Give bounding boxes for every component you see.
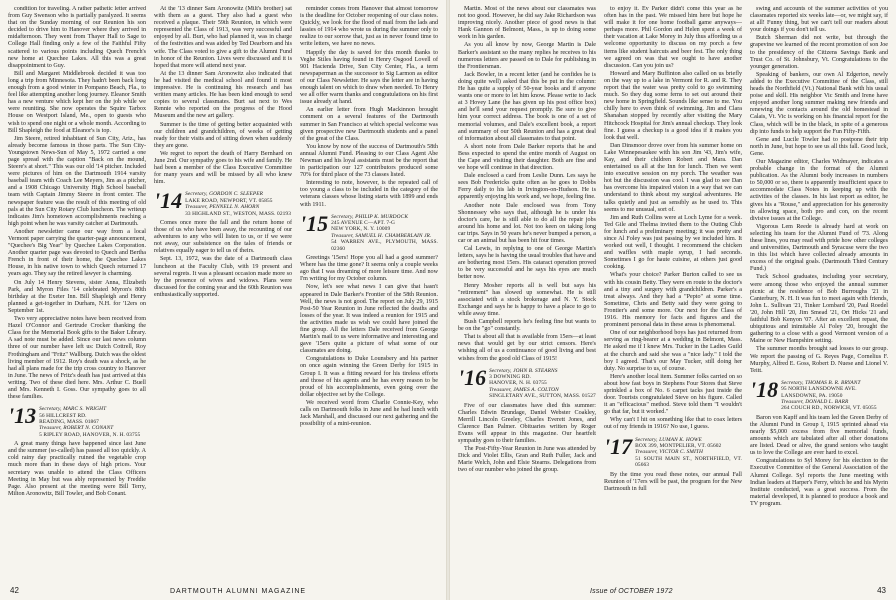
class-officers bbox=[331, 214, 438, 252]
paragraph: Howard and Mary Buffinton also called on us briefly on the way up to a lake in Vermont for R. and R. They report that the water was pretty cold to go swimming much. So they dug some ferns to set out around their new home in Springfield. Sounds like sense to me. You chilly here to even think of swimming. Jim and Clara Shanahan stopped by recently after visiting the Mary Hitchcock Hospital for Jim's annual checkup. They look fine. I guess a checkup is a good idea if it makes you look that well. bbox=[604, 70, 742, 141]
treasurer-address: SINGLETARY AVE., SUTTON, MASS. 01527 bbox=[489, 393, 596, 400]
paragraph: At the 13 dinner Sam Aronowitz also indicated that he had visited the medical school and found it most impressive. He is continuing his research and has written many articles. He has been kind enough to send copies to several classmates. Burt sat next to Wes Rennie who reported on the progress of the Hood Museum and the new art gallery. bbox=[154, 70, 292, 120]
secretary-address: BOX 399, MONTPELIER, VT. 05602 bbox=[635, 442, 722, 449]
paragraph: Jim and Ruth Collins were at Loch Lyme for a week. Ted Gile and Thelma invited them to the Outing Club for lunch and a preliminary meeting; it was pretty and since Al Foley was just passing by we included him. It worked out well, I thought. I recommend the chicken and waffles with maple syrup, I had seconds. Sometimes I go for haute cuisine, at others just good cooking. bbox=[604, 214, 742, 271]
paragraph: Congratulations to Syl Morey for his election to the Executive Committee of the General Association of the Alumni College. Syl reports the June meeting with Indian leaders at Harper's Ferry, which he and his Myrin Institute conducted, was a great success. From the material developed, it is planned to produce a book and TV program. bbox=[750, 458, 888, 507]
paragraph: Interesting to note, however, is the repeated call of too young a class to be included in the category of the veterans classes whose listing starts with 1899 and ends with 1911. bbox=[300, 180, 438, 208]
paragraph: One of our neighborhood boys has just returned from serving as ring-bearer at a wedding in Belmont, Mass. He asked me if I knew Mrs. Tucker in the Ladies Guild at the church and said she was a "nice lady." I told the boy I agreed. That's our May Tucker, still doing her duty. No surprise to us, of course. bbox=[604, 330, 742, 372]
treasurer-address: 51 SOUTH MAIN ST., NORTHFIELD, VT. 05663 bbox=[635, 455, 742, 469]
left-column-1 bbox=[8, 6, 146, 578]
treasurer-address: 33 HIGHLAND ST., WESTON, MASS. 02193 bbox=[185, 210, 292, 217]
class-header-1918 bbox=[750, 376, 888, 412]
paragraph: Jack Bowler, in a recent letter (and he confides he is doing quite well) asked that this be put in the column: He has quite a supply of 50-year books and if anyone wants one or more to let him know. Please write to Jack at 3 Hovey Lane (he has given up his post office box) and he'll send your request promptly. Be sure to give him your correct address. The book is one of a set of memorial volumes, and Dale's excellent book, a report and summary of our 50th Reunion and has a great deal of information about all classmates to that point. bbox=[458, 71, 596, 142]
paragraph: The Post-Fifty-Year Reunion in June was attended by Dick and Violet Ellis, Gran and Ruth Fuller, Jack and Marie Welch, John and Elsie Stearns. Delegations from two of our number who joined the group. bbox=[458, 446, 596, 474]
class-year-number: '14 bbox=[154, 188, 183, 214]
paragraph: By the time you read these notes, our annual Fall Reunion of '17ers will be past, the program for the New Dartmouth in full bbox=[604, 471, 742, 492]
paragraph: Now, let's see what news I can give that hasn't appeared in Dale Barker's Frontier of the 58th Reunion. Well, the news is not good. The report on July 29, 1915 Post-50 Year Reunion in June reflected the deaths and losses of the year. It was indeed a reunion for 1915 and the activities made us wish we could have joined the fine group. All the letters Dale received from George Martin's mail to us were informative and interesting and gave '15ers quite a picture of what some of our classmates are doing. bbox=[300, 284, 438, 355]
secretary-name: Secretary, PHILIP K. MURDOCK bbox=[331, 213, 409, 220]
class-header-1916 bbox=[458, 364, 596, 400]
class-officers bbox=[39, 406, 140, 438]
paragraph: Bush Campbell reports he's feeling fine but wants to be on the "go" constantly. bbox=[458, 319, 596, 333]
paragraph: Jim Steere, retired inhabitant of Sun City, Ariz., has already become famous in those parts. The Sun City-Youngstown News-Sun of May 5, 1972 carried a one page spread with the caption "Back on the mound, Steere's at short." This was our old '14 pitcher. Included were pictures of him on the Dartmouth 1914 varsity baseball team with Coach Lee Meyers, Jim as a pitcher, and a 1908 Chicago University High School baseball team with Captain Jimmy Steere in front center. The newspaper feature was the result of this meeting of old pals at the Sun City Rotary Club luncheon. The writeup indicates Jim's hometown accomplishments reaching a high point when he was varsity catcher at Dartmouth. bbox=[8, 135, 146, 227]
paragraph: Vigorous Lem Reede is already hard at work on selecting his team for the Alumni Fund of '73. Along these lines, you may read with pride how other colleges and universities, Dartmouth and Syracuse were the two in this list which have collected already amounts in excess of the original goals. (Dartmouth Third Century Fund.) bbox=[750, 223, 888, 273]
class-year-number: '15 bbox=[300, 210, 329, 236]
treasurer-name: Treasurer, ROBERT N. CONANT bbox=[39, 425, 114, 432]
paragraph: Greetings '15ers! Hope you all had a good summer? Where has the time gone? It seems only a couple weeks ago that I was dreaming of more leisure time. And now I'm writing for my October column. bbox=[300, 255, 438, 283]
treasurer-address: 264 COUCH RD., NORWICH, VT. 05055 bbox=[781, 405, 877, 412]
paragraph: reminder comes from Hanover that almost tomorrow is the deadline for October reopening of our class notes. Quickly, we look for the flood of mail from the lads and lassies of 1914 who wrote us during the summer only to realize to our sorrow that, just as in never found time to write letters, we have no news. bbox=[300, 6, 438, 48]
class-header-1915 bbox=[300, 210, 438, 252]
paragraph: Speaking of bankers, our own Al Edgerton, newly added to the Executive Committee of the Class, still heads the Northfield (Vt.) National Bank with his usual poise and skill. His neighbor Vic Smith and Irene have enjoyed another long summer making new friends and renewing the contacts around the old homestead in Calais, Vt. Vic is working on his financial report for the Class, which will be in the black, in spite of a generous dip into funds to help support the Fun Fifty-Fifth. bbox=[750, 71, 888, 135]
secretary-name: Secretary, GORDON C. SLEEPER bbox=[185, 191, 264, 198]
paragraph: On July 14 Henry Stevens, sister Anna, Elizabeth Park, and Myron Files '14 celebrated Myron's 80th birthday at the Exeter Inn. Bill Shapleigh and Henry planned a get-together in Durham, N.H. for '12ers on September 1st. bbox=[8, 279, 146, 314]
right-column-1 bbox=[458, 6, 596, 578]
paragraph: That is about all that is available from 15ers—at least news that would get by our strict censors. Here's wishing all of us a continuance of good living and best wishes from the good old Class of 1915! bbox=[458, 334, 596, 362]
treasurer-name: Treasurer, VICTOR C. SMITH bbox=[635, 449, 703, 456]
paragraph: Cal Lewis, in replying to one of George Martin's letters, says he is having the usual troubles that have and are bothering most 15ers. His cataract operation proved to be very successful and he says his eyes are much better now. bbox=[458, 246, 596, 281]
left-column-3 bbox=[300, 6, 438, 578]
paragraph: The summer months brought sad losses to our group. We report the passing of G. Reyes Page, Cornelius F. Murphy, Alfred E. Goss, Robert D. Nuese and Lionel V. Teitt. bbox=[750, 346, 888, 374]
treasurer-address: 5 RIPLEY ROAD, HANOVER, N. H. 03755 bbox=[39, 431, 141, 438]
treasurer-name: Treasurer, JAMES A. COLTON bbox=[489, 386, 559, 393]
secretary-address: NEW YORK, N. Y. 10009 bbox=[331, 226, 391, 233]
treasurer-name: Treasurer, PENNELL N. AHORN bbox=[185, 204, 260, 211]
secretary-name: Secretary, MARC S. WRIGHT bbox=[39, 406, 107, 413]
page-number: 42 bbox=[10, 586, 19, 595]
paragraph: Tuck School graduates, including your secretary, were among those who enjoyed the annual summer picnic at the residence of Bob Burroughs '21 in Canterbury, N. H. It was fun to meet again with friends, John L. Sullivan '21, Tinker Lombard '20, Paul Roedel '20, John Hill '20, Jim Smead '21, Ort Hicks '21 and faithful Bob Kenyon '07. After an excellent repast, the ubiquitous and inimitable Al Foley '20, brought the gathering to a close with a good Vermont version of a Maine or New Hampshire setting. bbox=[750, 274, 888, 345]
paragraph: Two very appreciative notes have been received from Hazel O'Connor and Gertrude Crocker thanking the Class for the Memorial Book gifts to the Baker Library. A sad note must be added. Since our last news column three of our number have left us: Dutch Cottrell, Roy Frothingham and "Fritz" Wallburg. Dutch was the oldest living member of 1912. Roy's death was a shock, as he had all plans made for the trip cross country to Hanover in June. The news of Fritz's death has just arrived at this writing. Two of these died here. Mrs. Arthur C. Buell and Mrs. Kenneth I. Goss. Our sympathy goes to all these families. bbox=[8, 316, 146, 401]
treasurer-name: Treasurer, SAMUEL H. CHAMBERLAIN JR. bbox=[331, 232, 432, 239]
paragraph: swing and accounts of the summer activities of you classmates reported six weeks late—or, we might say, if at all! Funny thing, but we can't tell our readers about your doings if you don't tell us. bbox=[750, 6, 888, 34]
secretary-address: READING, MASS. 01867 bbox=[39, 418, 99, 425]
paragraph: to enjoy it. Ev Parker didn't come this year as he often has in the past. We missed him here but hope he will make it for one home football game anyways—perhaps more. Phil Gordon and Helen spent a week of their vacation at Lake Morey in July thus affording us a welcome opportunity to discuss on my porch a few items like student haircuts and beer fest. The only thing we agreed on was that we ought to have another discussion. Can you join us? bbox=[604, 6, 742, 69]
paragraph: We received word from Charlie Connie-Key, who calls on Dartmouth folks in June and he had lunch with Jack Marshall, and discussed our next gathering and the possibility of a mini-reunion. bbox=[300, 399, 438, 428]
left-page bbox=[0, 0, 446, 600]
paragraph: Sept. 13, 1972, was the date of a Dartmouth class luncheon at the Faculty Club, with 19 present and several regrets. It was a pleasant occasion made more so by the presence of wives and widows. Plans were discussed for the coming year and the 60th Reunion was enthusiastically supported. bbox=[154, 256, 292, 298]
paragraph: What's your choice? Parker Burton called to see us with his cousin Betty. They were en route to the doctor's and a tiny and surgery with grandchildren. Parker's a treat always. And they had a "Pepto" at some time. Sometime, Chris and Betty said they were going to Frontier's and some more. Our next for the Class of 1916. His memory for facts and figures and the prominent personal data in these areas is phenomenal. bbox=[604, 272, 742, 329]
left-column-2 bbox=[154, 6, 292, 578]
right-column-3 bbox=[750, 6, 888, 578]
paragraph: Another newsletter came our way from a local Vermont paper carrying the quarter-page announcement, "Quechee's Big Year" by Quechee Lakes Corporation. Another quarter page was devoted to Quech and Bertha French in front of their home, the Quechee Lakes House, in his native town to which Quech returned 17 years ago. They say the retired lawyer is charming. bbox=[8, 228, 146, 278]
paragraph: As you all know by now, George Martin is Dale Barker's assistant so the many replies he receives to his numerous letters are passed on to Dale for publishing in the Frontiersman. bbox=[458, 42, 596, 70]
paragraph: Why can't I hit on something like that to coax letters out of my friends in 1916? No use, I guess. bbox=[604, 417, 742, 431]
paragraph: Dan Dinsmoor drove over from his summer home on Lake Winnepesaukee with his son Jim '43, Jim's wife, Kay, and their children Robert and Mara. Dan entertained us all at the Inn for lunch. Then we went into executive session on my porch. The weather was hot but the discussion was cool. I was glad to see Dan has overcome his impaired vision in a way that we can understand to think about my surgical adventures. He talks quietly and just as sensibly as he used to. This seems to me unusual, sort of. bbox=[604, 142, 742, 213]
class-header-1914 bbox=[154, 188, 292, 217]
paragraph: Martin. Most of the news about our classmates was not too good. However, he did say Jake Richardson was improving nicely. Another piece of good news is that Hank Gannon of Belmont, Mass., is up to doing some work in his garden. bbox=[458, 6, 596, 41]
page-number: 43 bbox=[877, 586, 886, 595]
class-officers bbox=[635, 437, 742, 469]
treasurer-address: 54 WARREN AVE., PLYMOUTH, MASS. 02360 bbox=[331, 239, 438, 252]
class-year-number: '18 bbox=[750, 376, 779, 402]
paragraph: Baron von Kapff and his team led the Green Derby of the Alumni Fund in Group I, 1915 sprinted ahead via nearly $5,000 excess from five memorial funds, amounts which are tabulated after all other donations are listed. Dead or alive, the grand seniors who taught us to love the College are ever hard to excel. bbox=[750, 414, 888, 457]
secretary-address: HANOVER, N. H. 03755 bbox=[489, 380, 547, 387]
secretary-address: LAKE ROAD, NEWPORT, VT. 05855 bbox=[185, 197, 273, 204]
paragraph: Bill and Margaret Middlebrook decided it was too long a trip from Minnesota. They hadn't been back long enough from a good winter in Pompano Beach, Fla., to feel like attempting another long journey. Eleanor Smith has a new venture which kept her on the job while we were reuniting. She now operates the Squire Tarbox House on Westport Island, Me., open to guests who wish to spend one night or a whole month. According to Bill Shapleigh the food at Eleanor's is top. bbox=[8, 70, 146, 134]
paragraph: Happily the day is saved for this month thanks to Veghe Stiles having found in Henry Osgood Lovell of 901 Hacienda Drive, Sun City Center, Fla., a term newspaperman as the successor to Sig Larmon as editor of our Class Newsletter. He says the letter are in having enough talent on which to draw when needed. To Henry we all offer warm thanks and congratulations on his first issue already at hand. bbox=[300, 49, 438, 106]
paragraph: Comes once more the fall and the return home of those of us who have been away, the recounting of our adventures to any who will listen to us, or if we were not away, our subsistence on the tales of friends or relatives equally eager to tell us of theirs. bbox=[154, 219, 292, 255]
treasurer-name: Treasurer, DONALD L. BARR bbox=[781, 399, 849, 405]
paragraph: You know by now of the success of Dartmouth's 58th annual Alumni Fund. Pleasing to our Class Agent Abe Newman and his loyal assistants must be the report that in participation our 127 contributors produced some 70% for third place of the 73 classes listed. bbox=[300, 143, 438, 179]
right-page bbox=[450, 0, 896, 600]
secretary-name: Secretary, JOHN B. STEARNS bbox=[489, 367, 558, 374]
class-header-1917 bbox=[604, 433, 742, 469]
paragraph: Summer is the time of getting better acquainted with our children and grandchildren, of weeks of getting ready for their visits and of sitting down when suddenly they are gone. bbox=[154, 121, 292, 149]
secretary-address: 56 HILLCREST RD. bbox=[39, 412, 87, 419]
paragraph: Henry Mosher reports all is well but says his "retirement" has slowed up somewhat. He is still associated with a stock brokerage and N. Y. Stock Exchange and says he is happy to have a place to go to while away time. bbox=[458, 282, 596, 317]
class-officers bbox=[489, 368, 596, 400]
paragraph: We regret to report the death of Harry Bernhard on June 2nd. Our sympathy goes to his wife and family. He had been a member of the Class Executive Committee for many years and will be missed by all who knew him. bbox=[154, 150, 292, 186]
class-year-number: '13 bbox=[8, 403, 37, 429]
paragraph: condition for traveling. A rather pathetic letter arrived from Guy Swenson who is partially paralyzed. It seems that on the Sunday morning of our Reunion his son decided to drive him to Hanover where they arrived in midafternoon. They went from Thayer Hall to Sage to College Hall finding only a few of the Faithful Fifty scattered to various points including Quech French's new home at Quechee Lakes. All this was a great disappointment to Guy. bbox=[8, 6, 146, 69]
right-column-2 bbox=[604, 6, 742, 578]
secretary-address: 3 DOWNING RD. bbox=[489, 374, 531, 380]
paragraph: Five of our classmates have died this summer: Charles Edwin Brundage, Daniel Webster Coakley, Merrill Lincoln Greeley, Charles Everett Jones, and Clarence Ban Palmer. Obituaries written by Roger Evans will appear in this magazine. Our heartfelt sympathy goes to their families. bbox=[458, 402, 596, 445]
class-officers bbox=[781, 380, 877, 412]
paragraph: Butch Sherman did not write, but through the grapevine we learned of the recent promotion of son Joe to the presidency of the Citizens Savings Bank and Trust Co. of St. Johnsbury, Vt. Congratulations to the younger generation. bbox=[750, 35, 888, 70]
paragraph: Here's another local item. Summer folks carried on so about how fast boys in Stephens Four Stores that Steve sprinkled a box of No. 6 carpet tacks just inside the door. Tourists congratulated Steve on his figure. Called it an "efficacious" method. Steve told them "I wouldn't go that far, but it worked." bbox=[604, 373, 742, 416]
secretary-address: 95 NORTH LANSDOWNE AVE. bbox=[781, 386, 857, 393]
paragraph: Gene and Lucile Towler had to postpone their trip north in June, but hope to see us all this fall. Good luck, Gene. bbox=[750, 136, 888, 157]
paragraph: Congratulations to Duke Lounsbery and his partner on once again winning the Green Derby for 1915 in Group I. It was a fitting reward for his tireless efforts and those of his agents and he has every reason to be proud of his accomplishments, even going over the dollar objective set by the College. bbox=[300, 356, 438, 398]
running-head: Issue of OCTOBER 1972 bbox=[590, 588, 673, 595]
class-officers bbox=[185, 191, 291, 217]
paragraph: Another note Dale enclosed was from Tony Shonnessey who says that, although he is under his doctor's care, he is still able to do all the repair jobs around his home and lot. Not too keen on taking long car trips. Says in 50 years he's never bumped a person, a car or an animal but has been hit four times. bbox=[458, 202, 596, 244]
secretary-name: Secretary, THOMAS B. R. BRYANT bbox=[781, 379, 861, 386]
class-header-1913 bbox=[8, 403, 146, 438]
paragraph: Dale enclosed a card from Leslie Dunn. Les says he sees Bob Fredericks quite often as he goes to Dobbs Ferry daily to his lab in Irvington-on-Hudson. He is apparently enjoying his work and, we hope, feeling fine. bbox=[458, 173, 596, 201]
running-head: DARTMOUTH ALUMNI MAGAZINE bbox=[170, 588, 307, 595]
class-year-number: '16 bbox=[458, 364, 487, 390]
paragraph: An earlier letter from Hugh Mackinnon brought comment on a several features of the Dartmouth summer in San Francisco at which special welcome was given prospective new Dartmouth students and a panel of the great of the Class. bbox=[300, 107, 438, 142]
secretary-address: 245 AVENUE C—APT. 7-G bbox=[331, 220, 396, 227]
paragraph: A great many things have happened since last June and the summer (so-called) has passed all too quickly. A cold rainy day practically ruined the vegetable crop much more than in these days of high prices. Your secretary was unable to attend the Class Officers Meeting in May but was ably represented by Freddie Page. Also present at the meeting were Bill Terry, Milton Aronowitz, Bill Towler, and Bob Conant. bbox=[8, 441, 146, 497]
paragraph: A short note from Dale Barker reports that he and Bess expected to spend the entire month of August on the Cape and visiting their daughter. Both are fine and we hope will continue in that direction. bbox=[458, 143, 596, 172]
secretary-name: Secretary, LUMAN K. HOWE bbox=[635, 436, 702, 443]
secretary-address: LANSDOWNE, PA. 19050 bbox=[781, 392, 843, 399]
paragraph: Our Magazine editor, Charles Widmayer, indicates a probable change in the format of the Alumni publication. As the Alumni body increases in numbers to 50,000 or so, there is apparently insufficient space to accommodate Class Notes in keeping up with the activities of the classes. In his last report as editor, he gives his a "Rouse," and appreciation for his generosity in allowing space, both pro and con, on the recent divisive issues at the College. bbox=[750, 158, 888, 222]
class-year-number: '17 bbox=[604, 433, 633, 459]
paragraph: At the '13 dinner Sam Aronowitz (Milt's brother) sat with them as a guest. They also had a guest who received a plaque. Their 59th Reunion, in which were represented the Class of 1913, was very successful and enjoyed by all. Burt, who had planned it, was in charge of the festivities and was aided by Ted Dearborn and his wife. The Class voted to give a gift to the Alumni Fund in honor of the Reunion. Lives were discussed and it is hoped that more will attend next year. bbox=[154, 6, 292, 69]
